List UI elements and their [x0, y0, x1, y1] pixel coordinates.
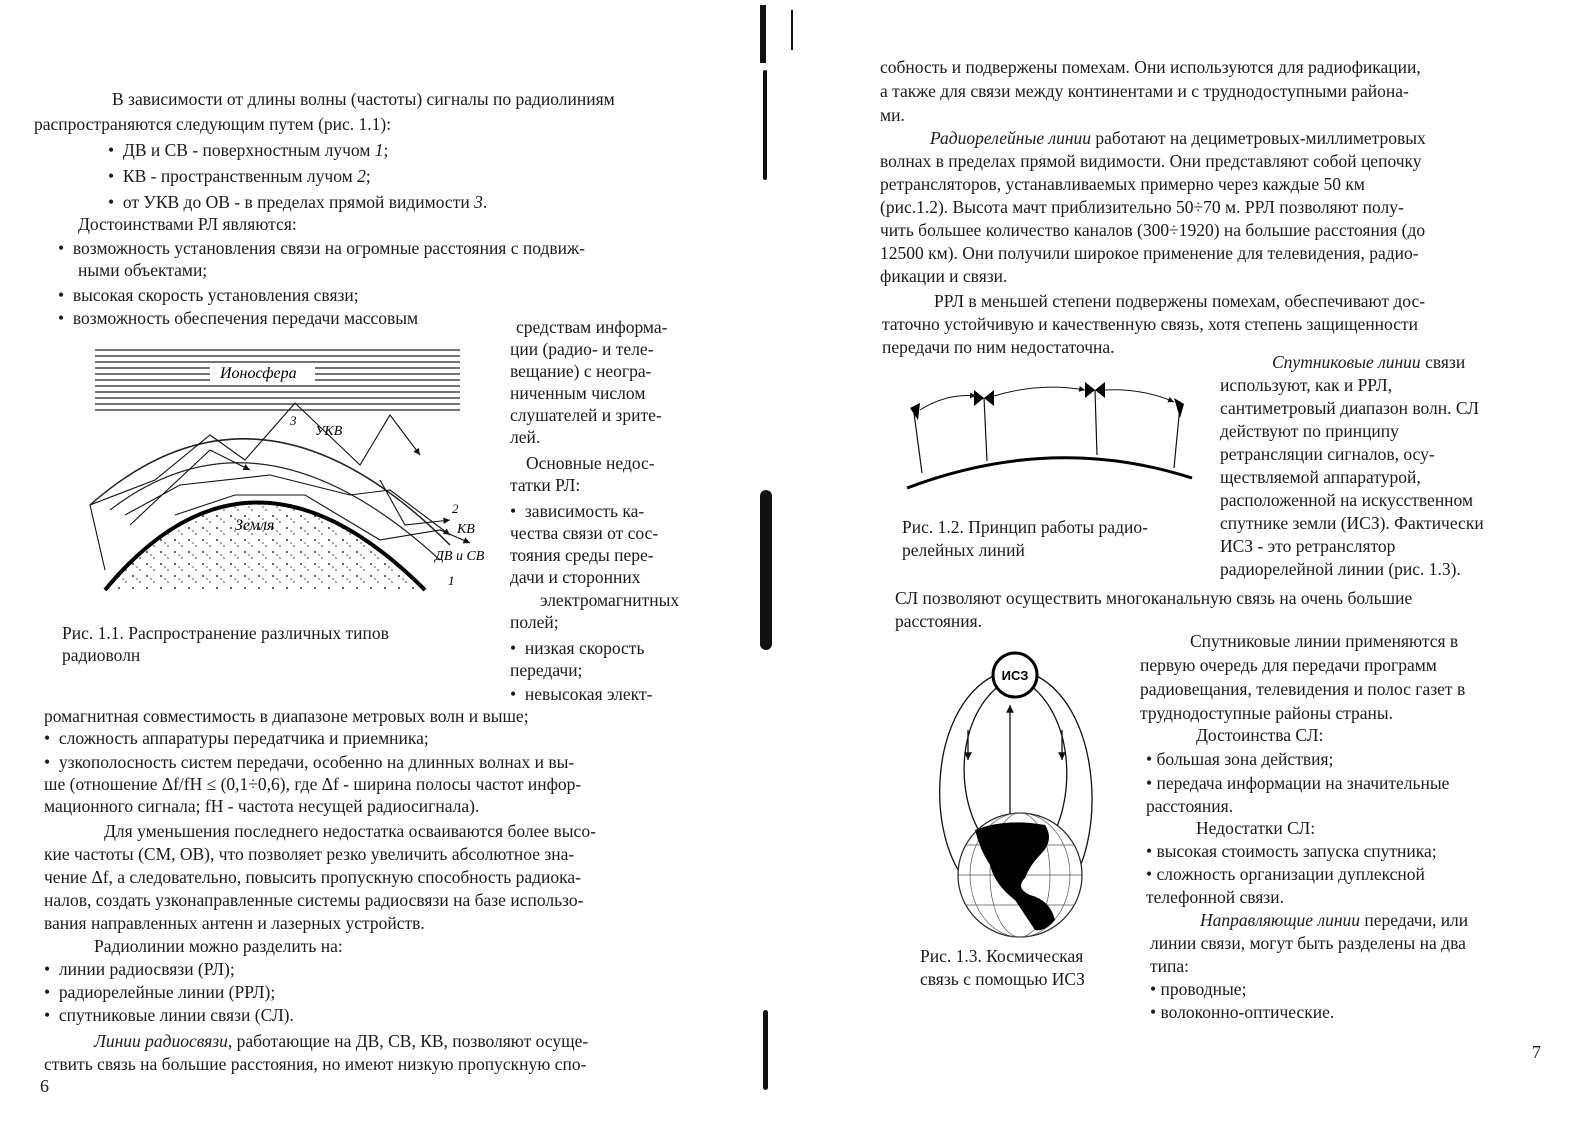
mast: [1095, 390, 1097, 455]
link-arrow: [920, 396, 976, 410]
side-line-16: передачи;: [510, 660, 583, 680]
rrl-line-2: волнах в пределах прямой видимости. Они представляют собой цепочку: [880, 151, 1422, 171]
side-line-3: вещание) с неогра-: [510, 361, 652, 381]
sat-first-end: связи: [1420, 352, 1466, 372]
guide-type-text: проводные;: [1160, 979, 1247, 999]
sat-line-4: действуют по принципу: [1220, 421, 1399, 441]
sat-adv-2: • передача информации на значительные: [1146, 773, 1450, 793]
continuation-line-4: ше (отношение Δf/fH ≤ (0,1÷0,6), где Δf - ширина полосы частот инфор-: [44, 774, 582, 794]
sat-adv-1: • большая зона действия;: [1146, 749, 1334, 769]
side-line-5: слушателей и зрите-: [510, 405, 662, 425]
para3-rest: , работающие на ДВ, СВ, КВ, позволяют осуще-: [227, 1031, 589, 1051]
guide-line-3: типа:: [1150, 956, 1190, 976]
figure3-caption-1: Рис. 1.3. Космическая: [920, 946, 1084, 966]
side-line-15: • низкая скорость: [510, 638, 645, 658]
guide-type-text: волоконно-оптические.: [1160, 1002, 1335, 1022]
sat-italic: Спутниковые линии: [1272, 352, 1421, 372]
label-3: 3: [290, 413, 297, 428]
rrl-line-4: (рис.1.2). Высота мачт приблизительно 50÷70 м. РРЛ позволяют полу-: [880, 197, 1404, 217]
guide-line-1: [1200, 909, 1468, 931]
para3-line-2: ствить связь на большие расстояния, но имеют низкую пропускную спо-: [44, 1054, 587, 1074]
rrl2-line-2: таточно устойчивую и качественную связь, хотя степень защищенности: [882, 314, 1419, 334]
rrl-first: работают на дециметровых-миллиметровых: [1091, 128, 1426, 148]
continuation-line-1: ромагнитная совместимость в диапазоне метровых волн и выше;: [44, 706, 529, 726]
rrl2-line-3: передачи по ним недостаточна.: [882, 337, 1115, 357]
top-line-1: собность и подвержены помехам. Они используются для радиофикации,: [880, 57, 1421, 77]
sat-line-5: ретрансляции сигналов, осу-: [1220, 444, 1435, 464]
mast: [984, 398, 987, 461]
gutter-mark-5: [763, 1010, 768, 1090]
guide-line-2: линии связи, могут быть разделены на два: [1150, 933, 1466, 953]
para2-line-3: чение Δf, а следовательно, повысить пропускную способность радиока-: [44, 867, 581, 887]
continuation-text: сложность аппаратуры передатчика и приемника;: [58, 728, 429, 748]
gutter-mark-2: [763, 70, 767, 180]
figure3-caption-2: связь с помощью ИСЗ: [920, 969, 1085, 989]
sat-dis-text: высокая стоимость запуска спутника;: [1156, 841, 1437, 861]
label-1: 1: [448, 573, 455, 588]
side-line-8: татки РЛ:: [510, 475, 581, 495]
rrl-italic: Радиорелейные линии: [930, 128, 1092, 148]
sat-adv-2-cont: расстояния.: [1146, 796, 1234, 816]
right-page: [800, 0, 1586, 1128]
advantage-3: • возможность обеспечения передачи массовым: [58, 308, 419, 328]
bullet-end: ;: [383, 140, 389, 160]
page-number-right: 7: [1532, 1042, 1541, 1062]
para2-line-4: налов, создать узконаправленные системы радиосвязи на базе использо-: [44, 890, 584, 910]
rrl2-line-1: РРЛ в меньшей степени подвержены помехам, обеспечивают дос-: [934, 291, 1426, 311]
side-text: зависимость ка-: [524, 501, 645, 521]
rrl-line-1: [930, 127, 1426, 149]
sat-line-6: ществляемой аппаратурой,: [1220, 467, 1421, 487]
sat-line-7: расположенной на искусственном: [1220, 490, 1474, 510]
intro-line-2: распространяются следующим путем (рис. 1.1):: [34, 114, 392, 134]
advantages-title: Достоинствами РЛ являются:: [78, 214, 297, 234]
advantage-text: возможность установления связи на огромные расстояния с подвиж-: [72, 238, 585, 258]
guide-type-1: • проводные;: [1150, 979, 1247, 999]
division-item-3: • спутниковые линии связи (СЛ).: [44, 1005, 294, 1025]
mast: [1174, 406, 1180, 468]
page-number-left: 6: [40, 1076, 49, 1096]
side-line-7: Основные недос-: [526, 453, 655, 473]
figure2-caption-2: релейных линий: [902, 540, 1025, 560]
advantage-1: • возможность установления связи на огромные расстояния с подвиж-: [58, 238, 585, 258]
division-text: радиорелейные линии (РРЛ);: [58, 982, 276, 1002]
sat-adv-text: большая зона действия;: [1156, 749, 1334, 769]
side-text: низкая скорость: [524, 638, 645, 658]
side-line-2: ции (радио- и теле-: [510, 339, 654, 359]
figure1-caption-2: радиоволн: [62, 645, 141, 665]
link-arrow: [1105, 390, 1174, 402]
advantage-2: • высокая скорость установления связи;: [58, 285, 359, 305]
top-line-2: а также для связи между континентами и с труднодоступными района-: [880, 81, 1409, 101]
bullet-end: ;: [365, 166, 371, 186]
guide-type-2: • волоконно-оптические.: [1150, 1002, 1335, 1022]
label-dvsv: ДВ и СВ: [435, 549, 485, 564]
guide-first-end: передачи, или: [1360, 910, 1469, 930]
para3-line-1: [94, 1030, 588, 1052]
sat-dis-title: Недостатки СЛ:: [1196, 818, 1316, 838]
para3-italic: Линии радиосвязи: [94, 1031, 228, 1051]
bullet-text: КВ - пространственным лучом: [122, 166, 358, 186]
path-bullet-3: • от УКВ до ОВ - в пределах прямой видимости 3.: [108, 192, 488, 212]
guide-italic: Направляющие линии: [1200, 910, 1361, 930]
division-text: спутниковые линии связи (СЛ).: [58, 1005, 294, 1025]
sat-use-line-2: первую очередь для передачи программ: [1140, 655, 1437, 675]
sat-adv-title: Достоинства СЛ:: [1196, 725, 1324, 745]
gutter-mark-3: [791, 10, 793, 50]
mast: [914, 413, 922, 473]
side-line-6: лей.: [510, 427, 541, 447]
satellite-label: ИСЗ: [1001, 668, 1029, 683]
sat-line-8: спутнике земли (ИСЗ). Фактически: [1220, 513, 1484, 533]
ray-reflected: [380, 480, 450, 525]
top-line-3: ми.: [880, 105, 905, 125]
rrl-line-6: 12500 км). Они получили широкое применение для телевидения, радио-: [880, 243, 1419, 263]
earth-label: Земля: [235, 517, 275, 534]
label-2: 2: [452, 501, 459, 516]
figure2-caption-1: Рис. 1.2. Принцип работы радио-: [902, 517, 1148, 537]
sat-full-line-2: расстояния.: [895, 611, 983, 631]
bullet-text: от УКВ до ОВ - в пределах прямой видимости: [122, 192, 475, 212]
bullet-num: 1: [374, 140, 384, 160]
para2-line-1: Для уменьшения последнего недостатка осваиваются более высо-: [104, 821, 596, 841]
earth-arc: [907, 458, 1192, 488]
ionosphere-label: Ионосфера: [220, 365, 297, 382]
figure-radio-propagation: [60, 345, 500, 595]
para2-line-2: кие частоты (СМ, ОВ), что позволяет резко увеличить абсолютное зна-: [44, 844, 575, 864]
link-arrow: [994, 387, 1085, 396]
side-line-12: дачи и сторонних: [510, 567, 641, 587]
advantage-1-cont: ными объектами;: [78, 260, 208, 280]
side-line-4: ниченным числом: [510, 383, 646, 403]
side-line-14: полей;: [510, 612, 559, 632]
gutter-mark-1: [760, 5, 766, 63]
sat-line-2: используют, как и РРЛ,: [1220, 375, 1392, 395]
sat-use-line-1: Спутниковые линии применяются в: [1190, 631, 1459, 651]
sat-line-9: ИСЗ - это ретранслятор: [1220, 536, 1396, 556]
rrl-line-7: фикации и связи.: [880, 266, 1008, 286]
bullet-num: 3: [474, 192, 483, 212]
para2-line-5: вания направленных антенн и лазерных устройств.: [44, 913, 425, 933]
advantage-text: высокая скорость установления связи;: [72, 285, 359, 305]
division-text: линии радиосвязи (РЛ);: [58, 959, 235, 979]
sat-adv-text: передача информации на значительные: [1156, 773, 1450, 793]
side-line-17: • невысокая элект-: [510, 684, 653, 704]
figure1-caption-1: Рис. 1.1. Распространение различных типов: [62, 623, 389, 643]
side-line-11: тояния среды пере-: [510, 545, 654, 565]
sat-line-10: радиорелейной линии (рис. 1.3).: [1220, 559, 1461, 579]
left-page: [0, 0, 760, 1128]
path-bullet-2: • КВ - пространственным лучом 2;: [108, 166, 371, 186]
gutter-mark-4: [760, 490, 772, 650]
side-text: невысокая элект-: [524, 684, 653, 704]
side-line-1: средствам информа-: [516, 317, 668, 337]
side-line-10: чества связи от сос-: [510, 523, 659, 543]
sat-dis-2: • сложность организации дуплексной: [1146, 864, 1425, 884]
continuation-bullet-2: • узкополосность систем передачи, особенно на длинных волнах и вы-: [44, 752, 575, 772]
sat-line-1: [1272, 351, 1465, 373]
side-line-9: • зависимость ка-: [510, 501, 645, 521]
intro-line-1: В зависимости от длины волны (частоты) сигналы по радиолиниям: [112, 89, 615, 109]
label-ukv: УКВ: [315, 424, 343, 439]
division-item-2: • радиорелейные линии (РРЛ);: [44, 982, 276, 1002]
division-item-1: • линии радиосвязи (РЛ);: [44, 959, 235, 979]
sat-use-line-4: труднодоступные районы страны.: [1140, 703, 1393, 723]
rrl-line-5: чить большее количество каналов (300÷1920) на большие расстояния (до: [880, 220, 1426, 240]
bullet-num: 2: [357, 166, 366, 186]
continuation-line-5: мационного сигнала; fH - частота несущей радиосигнала).: [44, 796, 480, 816]
bullet-text: ДВ и СВ - поверхностным лучом: [122, 140, 375, 160]
division-title: Радиолинии можно разделить на:: [94, 936, 343, 956]
sat-dis-1: • высокая стоимость запуска спутника;: [1146, 841, 1437, 861]
figure-satellite-comm: [935, 650, 1105, 940]
sat-line-3: сантиметровый диапазон волн. СЛ: [1220, 398, 1479, 418]
path-bullet-1: • ДВ и СВ - поверхностным лучом 1;: [108, 140, 389, 160]
label-kv: КВ: [457, 522, 475, 537]
inner-arc-left: [964, 685, 1000, 840]
sat-dis-2-cont: телефонной связи.: [1146, 887, 1284, 907]
sat-full-line-1: СЛ позволяют осуществить многоканальную связь на очень большие: [895, 588, 1413, 608]
sat-use-line-3: радиовещания, телевидения и полос газет в: [1140, 679, 1466, 699]
rrl-line-3: ретрансляторов, устанавливаемых примерно через каждые 50 км: [880, 174, 1365, 194]
bullet-end: .: [482, 192, 488, 212]
continuation-text: узкополосность систем передачи, особенно на длинных волнах и вы-: [58, 752, 575, 772]
side-line-13: электромагнитных: [540, 590, 680, 610]
sat-dis-text: сложность организации дуплексной: [1156, 864, 1425, 884]
advantage-text: возможность обеспечения передачи массовым: [72, 308, 419, 328]
continuation-bullet-1: • сложность аппаратуры передатчика и приемника;: [44, 728, 429, 748]
figure-relay-lines: [902, 368, 1202, 498]
